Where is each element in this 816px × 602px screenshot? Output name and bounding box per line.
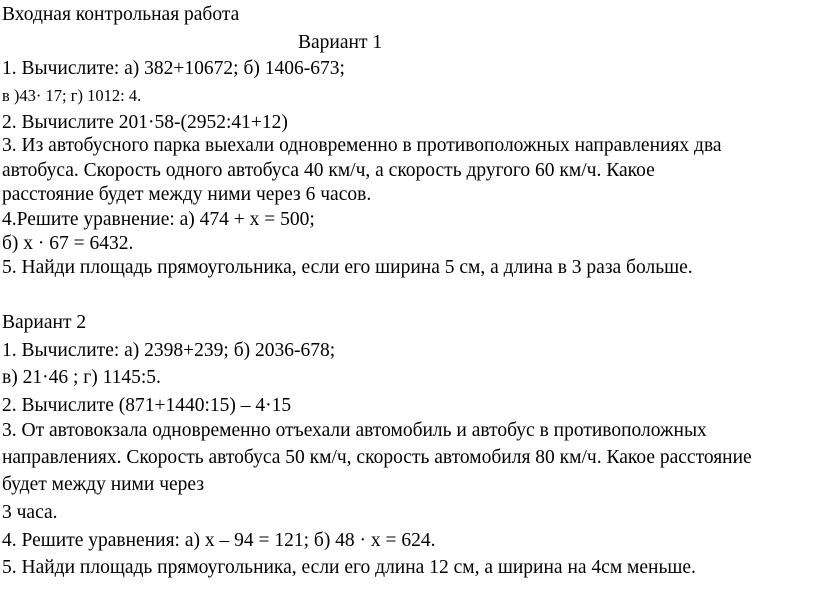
v1-task-2: 2. Вычислите 201·58-(2952:41+12) [2, 112, 288, 133]
v1-task-1-line-1: 1. Вычислите: а) 382+10672; б) 1406-673; [2, 58, 345, 79]
v2-task-3-line-1: 3. От автовокзала одновременно отъехали автомобиль и автобус в противоположных [2, 420, 707, 441]
v1-task-1-line-2: в )43· 17; г) 1012: 4. [2, 86, 142, 105]
v1-task-3-line-1: 3. Из автобусного парка выехали одновременно в противоположных направлениях два [2, 135, 722, 156]
v1-task-5: 5. Найди площадь прямоугольника, если его ширина 5 см, а длина в 3 раза больше. [2, 257, 693, 278]
v1-task-3-line-2: автобуса. Скорость одного автобуса 40 км/ч, а скорость другого 60 км/ч. Какое [2, 160, 655, 181]
v2-task-3-line-3: будет между ними через [2, 474, 205, 495]
v2-task-3-line-2: направлениях. Скорость автобуса 50 км/ч, скорость автомобиля 80 км/ч. Какое расстояние [2, 447, 752, 468]
v2-task-2: 2. Вычислите (871+1440:15) – 4·15 [2, 395, 292, 416]
variant-2-heading: Вариант 2 [2, 312, 87, 333]
variant-1-heading: Вариант 1 [298, 32, 383, 53]
v2-task-1-line-1: 1. Вычислите: а) 2398+239; б) 2036-678; [2, 340, 336, 361]
v1-task-4-line-1: 4.Решите уравнение: а) 474 + х = 500; [2, 209, 315, 230]
v1-task-4-line-2: б) х · 67 = 6432. [2, 233, 134, 254]
v1-task-3-line-3: расстояние будет между ними через 6 часов. [2, 184, 372, 205]
v2-task-3-line-4: 3 часа. [2, 502, 58, 523]
document-title: Входная контрольная работа [2, 4, 240, 25]
v2-task-1-line-2: в) 21·46 ; г) 1145:5. [2, 367, 161, 388]
v2-task-4: 4. Решите уравнения: а) х – 94 = 121; б) 48 · х = 624. [2, 530, 436, 551]
v2-task-5: 5. Найди площадь прямоугольника, если его длина 12 см, а ширина на 4см меньше. [2, 557, 696, 578]
